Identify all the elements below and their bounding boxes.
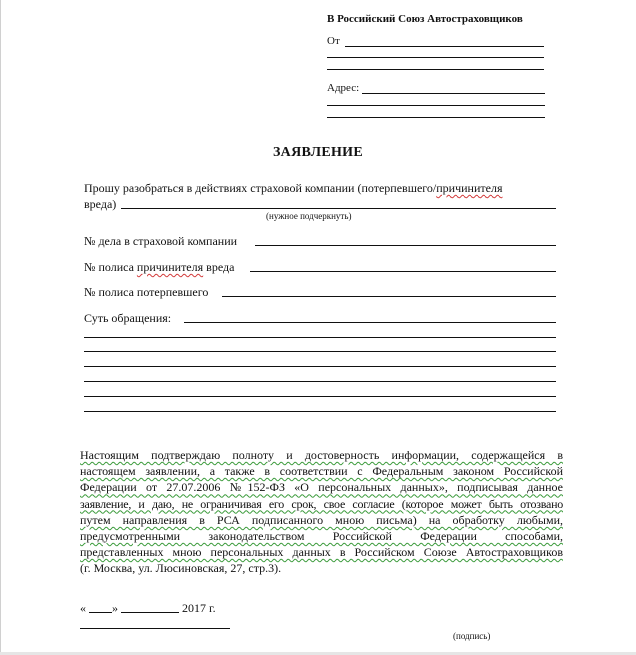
date-close-quote: » <box>112 601 118 615</box>
date-month-line[interactable] <box>121 612 179 613</box>
signature-line[interactable] <box>80 628 230 629</box>
address-label: Адрес: <box>327 82 360 94</box>
from-label: От <box>327 35 340 47</box>
from-line-1[interactable] <box>345 46 544 47</box>
consent-paragraph <box>80 447 563 577</box>
request-text: Прошу разобраться в действиях страховой компании (потерпевшего/ <box>84 181 437 195</box>
essence-label: Суть обращения: <box>84 311 172 325</box>
policy-causer-line[interactable] <box>250 271 556 272</box>
policy-causer-label <box>84 260 234 275</box>
date-day-line[interactable] <box>89 612 112 613</box>
essence-line-4[interactable] <box>84 366 556 367</box>
address-line-2[interactable] <box>327 105 545 106</box>
request-line-2: вреда) <box>84 197 117 211</box>
underline-note: (нужное подчеркнуть) <box>266 211 352 221</box>
policy-causer-suffix: вреда <box>206 260 235 274</box>
essence-line-2[interactable] <box>84 337 556 338</box>
page-left-border <box>0 0 1 655</box>
consent-line-7: представленных мною персональных данных в Российском Союзе Автостраховщиков <box>80 545 563 560</box>
essence-line-7[interactable] <box>84 411 556 412</box>
case-number-line[interactable] <box>255 245 556 246</box>
request-blank-line[interactable] <box>121 208 556 209</box>
policy-causer-word: причинителя <box>136 260 204 274</box>
date-year: 2017 г. <box>182 601 216 615</box>
consent-line-6: предусмотренными законодательством Российской Федерации способами, <box>80 529 563 544</box>
essence-line-6[interactable] <box>84 396 556 397</box>
consent-line-4: заявление, и даю, не ограничивая его срок, свое согласие (которое может быть отозвано <box>80 496 563 511</box>
consent-line-1: Настоящим подтверждаю полноту и достоверность информации, содержащейся в <box>80 448 563 462</box>
from-line-2[interactable] <box>327 57 544 58</box>
from-line-3[interactable] <box>327 69 544 70</box>
request-line-1 <box>84 181 502 196</box>
request-causer-word: причинителя <box>436 181 503 195</box>
consent-line-8: (г. Москва, ул. Люсиновская, 27, стр.3). <box>80 561 282 576</box>
policy-victim-line[interactable] <box>222 296 556 297</box>
address-line-3[interactable] <box>327 117 545 118</box>
policy-victim-label: № полиса потерпевшего <box>84 285 209 299</box>
date-open-quote: « <box>80 601 86 615</box>
consent-line-2: настоящем заявлении, а также в соответствии с Федеральным законом Российской <box>80 464 563 479</box>
essence-line-5[interactable] <box>84 381 556 382</box>
consent-line-5: путем направления в РСА подписанного мною письма) на обработку любыми, <box>80 512 563 527</box>
signature-caption: (подпись) <box>453 631 491 641</box>
policy-causer-prefix: № полиса <box>84 260 134 274</box>
essence-line-1[interactable] <box>184 322 556 323</box>
case-number-label: № дела в страховой компании <box>84 234 238 248</box>
consent-line-3: Федерации от 27.07.2006 №152-ФЗ «О персональных данных», подписывая данное <box>80 480 563 495</box>
document-title: ЗАЯВЛЕНИЕ <box>272 145 363 160</box>
address-line-1[interactable] <box>362 93 545 94</box>
essence-line-3[interactable] <box>84 351 556 352</box>
addressee: В Российский Союз Автостраховщиков <box>327 13 523 25</box>
